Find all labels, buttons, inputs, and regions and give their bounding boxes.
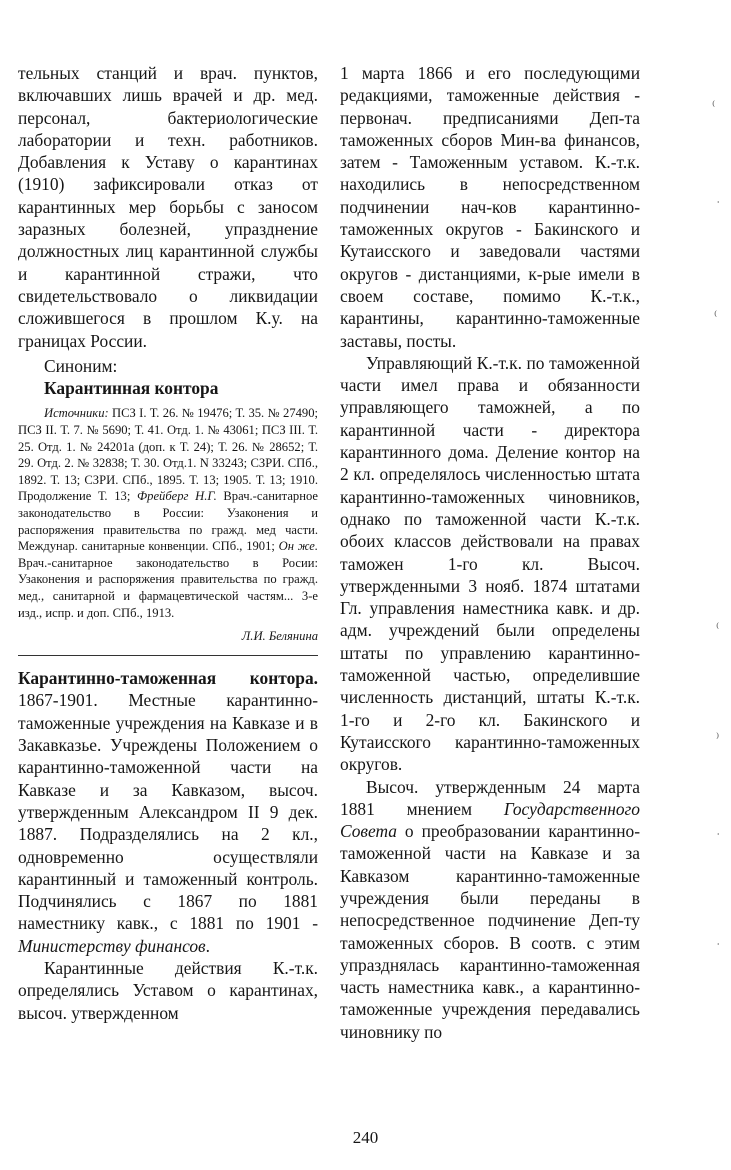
scan-mark: ⁽: [712, 98, 716, 113]
left-column: [18, 62, 318, 1024]
scan-mark: ⁽: [714, 308, 718, 323]
sources-block: [18, 405, 318, 621]
entry-paragraph-1: [18, 667, 318, 957]
page-number: 240: [352, 1128, 379, 1147]
right-paragraph-1: 1 марта 1866 и его последующими редакциями, таможенные действия - первонач. предписаниями Деп-та таможенных сборов Мин-ва финансов, затем - Таможенным уставом. К.-т.к. находились в непосредственном подчинении нач-ков карантинно-таможенных округов - Бакинского и Кутаисского и заведовали частями округов - дистанциями, к-рые имели в своем составе, помимо К.-т.к., карантины, карантинно-таможенные заставы, посты.: [340, 63, 640, 351]
left-paragraph-1: тельных станций и врач. пунктов, включавших лишь врачей и др. мед. персонал, бактериологические лаборатории и техн. работников. Добавления к Уставу о карантинах (1910) зафиксировали отказ от карантинных мер борьбы с заносом заразных болезней, упразднение должностных лиц карантинной службы и карантинной стражи, что свидетельствовало о ликвидации сложившегося в прошлом К.у. на границах России.: [18, 63, 318, 351]
right-paragraph-3: [340, 776, 640, 1044]
article-divider: [18, 655, 318, 656]
synonym-label: Синоним:: [44, 355, 118, 376]
right-column: [340, 62, 640, 1043]
sources-part-2: Врач.-санитарное законодательство в России: Узаконения и распоряжения правительства по гражд. мед части. Междунар. санитарные конвенции. СПб., 1901;: [18, 489, 319, 554]
sources-part-3: Врач.-санитарное законодательство в Росии: Узаконения и распоряжения правительства по гражд. мед., санитарной и фармацевтической частям... 3-е изд., испр. и доп. СПб., 1913.: [18, 555, 318, 620]
scan-mark: ˈ: [716, 940, 721, 955]
sources-label: Источники:: [44, 406, 109, 421]
scan-mark: ˈ: [716, 830, 721, 845]
scan-mark: ⁽: [716, 620, 720, 635]
entry-text-1-italic: Министерству финансов: [18, 935, 206, 956]
entry-text-1-end: .: [205, 935, 210, 956]
right-paragraph-3-end: о преобразовании карантинно-таможенной части на Кавказе и за Кавказом карантинно-таможенные учреждения были переданы в непосредственное подчинение Деп-ту таможенных сборов. В соотв. с этим упразднялась карантинно-таможенная часть наместника кавк., а карантинно-таможенные учреждения передавались чиновнику по: [340, 821, 640, 1042]
scan-mark: ⁾: [716, 730, 720, 745]
sources-part-1: ПСЗ I. Т. 26. № 19476; Т. 35. № 27490; ПСЗ II. Т. 7. № 5690; Т. 41. Отд. 1. № 43061; ПСЗ III. Т. 25. Отд. 1. № 24201а (доп. к Т. 24); Т. 26. № 28652; Т. 29. Отд. 2. № 32838; Т. 30. Отд.1. N 33243; СЗРИ. СПб., 1892. Т. 13; СЗРИ. СПб., 1895. Т. 13; 1905. Т. 13; 1910. Продолжение Т. 13;: [18, 406, 319, 504]
right-paragraph-3-italic: Государственного Совета: [340, 798, 640, 842]
article-author: Л.И. Белянина: [241, 629, 318, 644]
right-paragraph-3-start: Высоч. утвержденным 24 марта 1881 мнением: [340, 776, 640, 819]
sources-author-1: Фрейберг Н.Г.: [137, 489, 217, 504]
synonym-term: Карантинная контора: [44, 378, 219, 399]
left-paragraph-last: Карантинные действия К.-т.к. определялись Уставом о карантинах, высоч. утвержденном: [18, 958, 318, 1023]
right-paragraph-2: Управляющий К.-т.к. по таможенной части имел права и обязанности управляющего таможней, а по карантинной части - директора карантинного дома. Деление контор на 2 кл. определялось численностью штата карантинно-таможенных чиновников, однако по таможенной части К.-т.к. обоих классов действовали на правах таможен 1-го кл. Высоч. утвержденными 3 нояб. 1874 штатами Гл. управления наместника кавк. и др. адм. учреждений были определены штаты по управлению карантинно-таможенной частью, определившие численность дистанций, штаты К.-т.к. 1-го и 2-го кл. Бакинского и Кутаисского карантинно-таможенных округов.: [340, 352, 640, 775]
entry-title: Карантинно-таможенная контора.: [18, 668, 318, 689]
sources-author-2: Он же.: [278, 539, 319, 554]
entry-text-1: 1867-1901. Местные карантинно-таможенные учреждения на Кавказе и в Закавказье. Учреждены Положением о карантинно-таможенной части на Кавказе и за Кавказом, высоч. утвержденным Александром II 9 дек. 1887. Подразделялись на 2 кл., одновременно осуществляли карантинный и таможенный контроль. Подчинялись с 1867 по 1881 наместнику кавк., с 1881 по 1901 -: [18, 690, 318, 934]
scan-mark: ˈ: [716, 198, 721, 213]
